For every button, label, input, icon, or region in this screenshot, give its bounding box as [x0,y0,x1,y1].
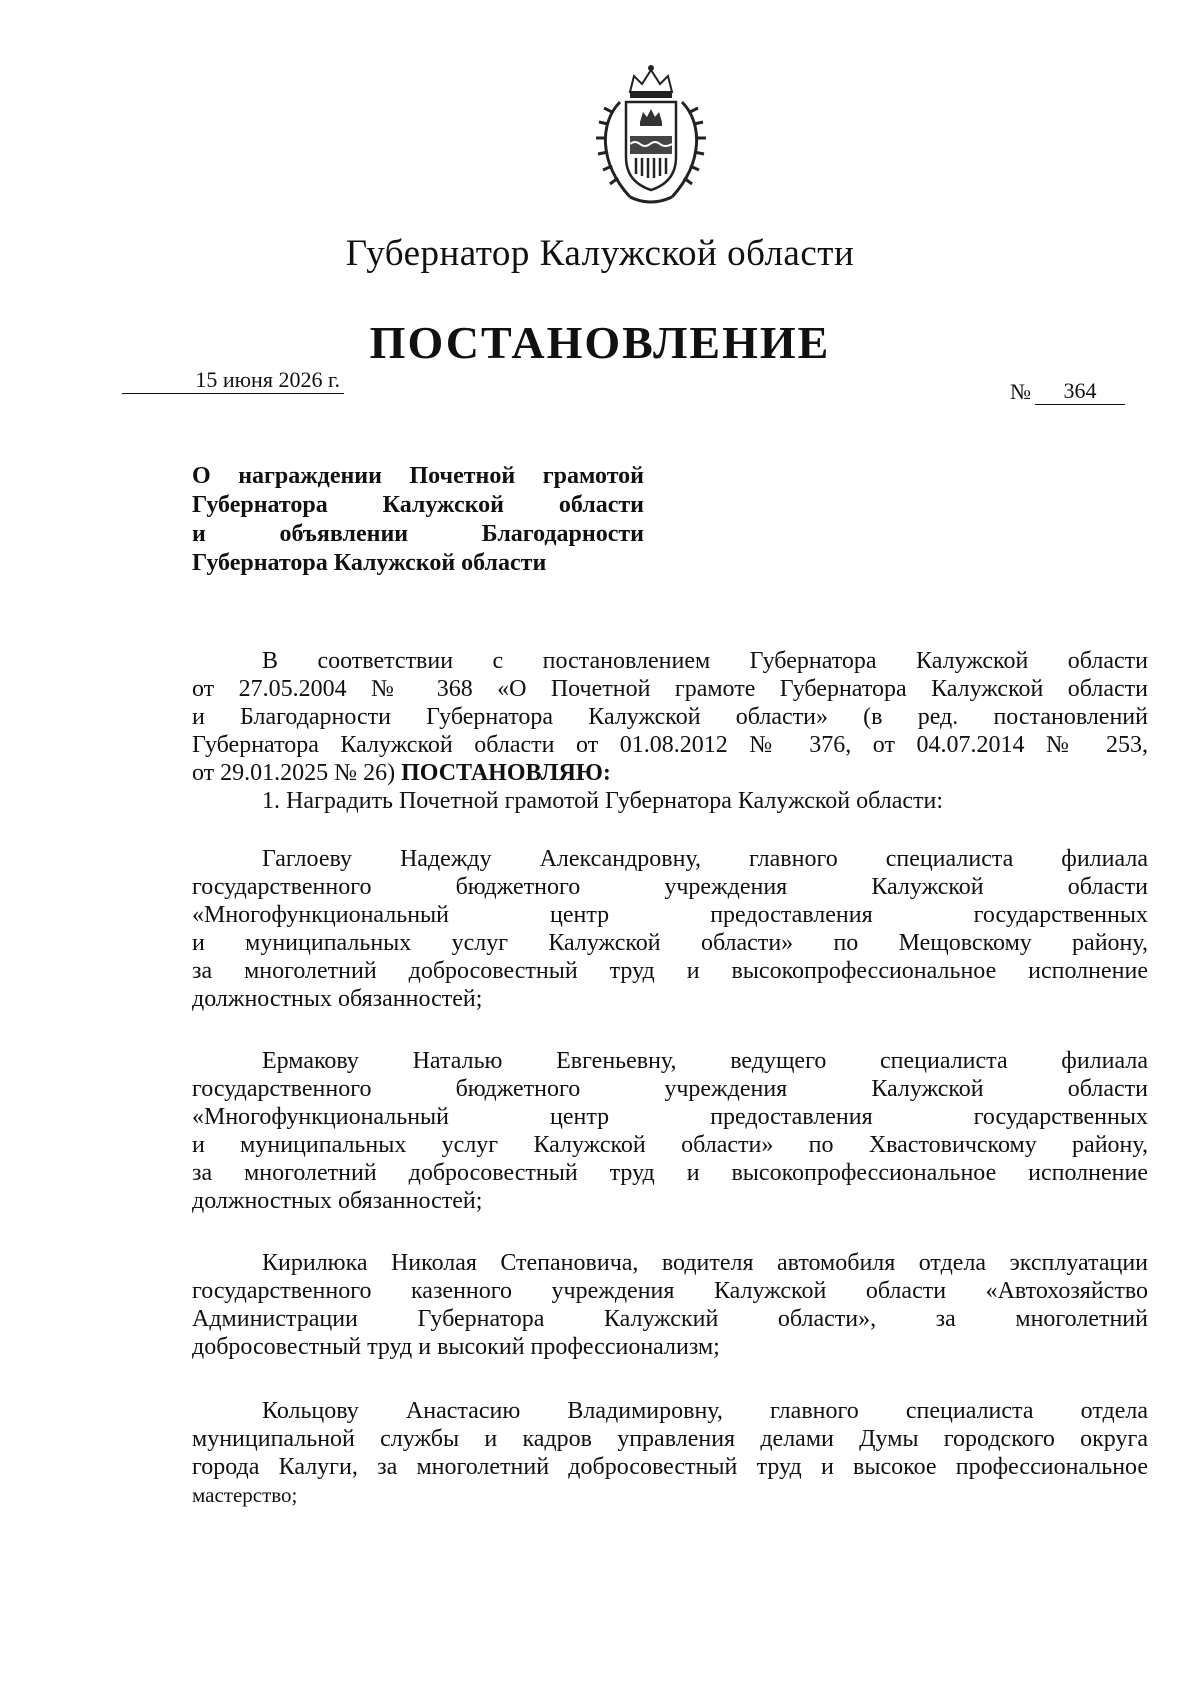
text-line: Администрации Губернатора Калужский области», за многолетний [192,1306,1148,1332]
number-label: № [1010,379,1031,404]
number-value: 364 [1035,378,1125,405]
text-line: города Калуги, за многолетний добросовестный труд и высокое профессиональное [192,1454,1148,1480]
preamble-paragraph [192,647,1148,787]
subject-line: Губернатора Калужской области [192,492,644,518]
awardee-paragraph [192,1397,1148,1509]
subject-line: Губернатора Калужской области [192,550,547,576]
text-line: Кольцову Анастасию Владимировну, главного специалиста отдела [262,1398,1148,1424]
document-type: ПОСТАНОВЛЕНИЕ [369,317,831,368]
text-line: за многолетний добросовестный труд и высокопрофессиональное исполнение [192,958,1148,984]
awardee-paragraph [192,845,1148,1013]
text-line: «Многофункциональный центр предоставления государственных [192,902,1148,928]
document-body [192,647,1148,1509]
text-line: государственного казенного учреждения Калужской области «Автохозяйство [192,1278,1148,1304]
text-line: и муниципальных услуг Калужской области» по Хвастовичскому району, [192,1132,1148,1158]
awardee-paragraph [192,1047,1148,1215]
text-line: и Благодарности Губернатора Калужской области» (в ред. постановлений [192,704,1148,730]
text-line: добросовестный труд и высокий профессионализм; [192,1334,720,1360]
text-line: «Многофункциональный центр предоставления государственных [192,1104,1148,1130]
text-line: муниципальной службы и кадров управления делами Думы городского округа [192,1426,1148,1452]
text-line: должностных обязанностей; [192,986,483,1012]
text-line: должностных обязанностей; [192,1188,483,1214]
document-number [1010,378,1125,405]
text-line: за многолетний добросовестный труд и высокопрофессиональное исполнение [192,1160,1148,1186]
text-line: мастерство; [192,1483,298,1507]
decree-word: ПОСТАНОВЛЯЮ: [401,760,611,786]
issuing-authority: Губернатор Калужской области [345,233,855,274]
preamble-last-line: от 29.01.2025 № 26) [192,760,396,786]
subject-line: О награждении Почетной грамотой [192,463,644,489]
text-line [192,759,1148,787]
coat-of-arms-icon [590,62,712,212]
text-line: В соответствии с постановлением Губернатора Калужской области [262,648,1148,674]
document-subject [192,462,644,578]
text-line: Ермакову Наталью Евгеньевну, ведущего специалиста филиала [262,1048,1148,1074]
text-line: от 27.05.2004 № 368 «О Почетной грамоте Губернатора Калужской области [192,676,1148,702]
text-line: Губернатора Калужской области от 01.08.2012 № 376, от 04.07.2014 № 253, [192,732,1148,758]
item-1: 1. Наградить Почетной грамотой Губернатора Калужской области: [262,788,944,814]
date-text: 15 июня 2026 г. [195,367,340,392]
text-line: Гаглоеву Надежду Александровну, главного специалиста филиала [262,846,1148,872]
text-line: и муниципальных услуг Калужской области» по Мещовскому району, [192,930,1148,956]
text-line: Кирилюка Николая Степановича, водителя автомобиля отдела эксплуатации [262,1250,1148,1276]
subject-line: и объявлении Благодарности [192,521,644,547]
text-line: государственного бюджетного учреждения Калужской области [192,1076,1148,1102]
awardee-paragraph [192,1249,1148,1361]
document-date [122,367,344,394]
text-line: государственного бюджетного учреждения Калужской области [192,874,1148,900]
